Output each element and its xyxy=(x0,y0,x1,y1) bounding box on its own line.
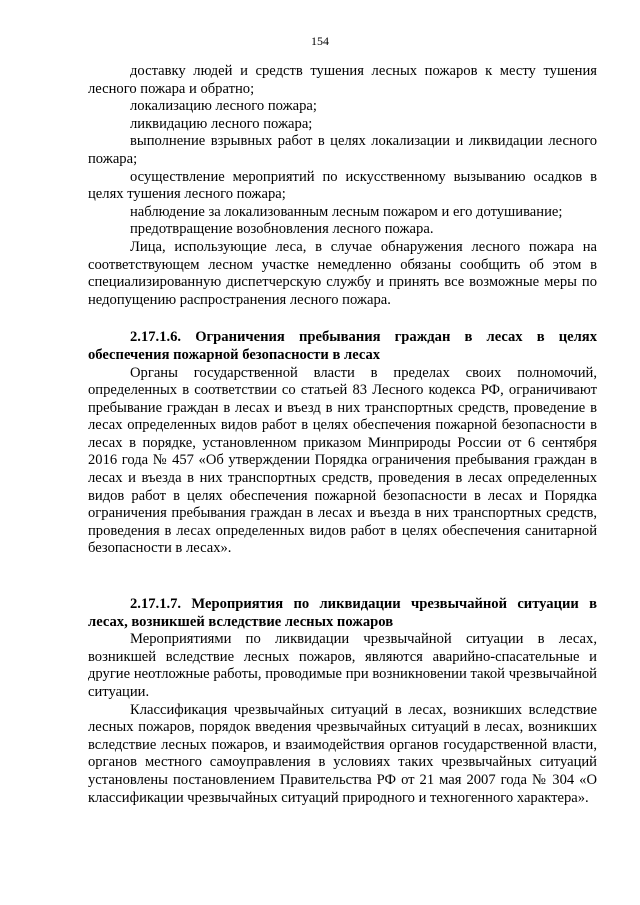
paragraph: ликвидацию лесного пожара; xyxy=(130,115,313,132)
paragraph: предотвращение возобновления лесного пожара. xyxy=(130,221,434,238)
paragraph: Классификация чрезвычайных ситуаций в лесах, возникших вследствие лесных пожаров, порядок введения чрезвычайных ситуаций в лесах, возникших вследствие лесных пожаров, и взаимодействия органов государственной власти, органов местного самоуправления в условиях таких чрезвычайных ситуаций установлены постановлением Правительства РФ от 21 мая 2007 года № 304 «О классификации чрезвычайных ситуаций природного и техногенного характера». xyxy=(88,701,597,806)
section-heading: 2.17.1.7. Мероприятия по ликвидации чрезвычайной ситуации в лесах, возникшей вследствие лесных пожаров xyxy=(88,596,597,630)
document-body xyxy=(88,63,597,807)
paragraph: Органы государственной власти в пределах своих полномочий, определенных в соответствии со статьей 83 Лесного кодекса РФ, ограничивают пребывание граждан в лесах и въезд в них транспортных средств, проведение в лесах определенных видов работ в целях обеспечения пожарной безопасности в лесах в порядке, установленном приказом Минприроды России от 6 сентября 2016 года № 457 «Об утверждении Порядка ограничения пребывания граждан в лесах и въезда в них транспортных средств, проведения в лесах определенных видов работ в целях обеспечения пожарной безопасности в лесах и Порядка ограничения пребывания граждан в лесах и въезда в них транспортных средств, проведения в лесах определенных видов работ в целях обеспечения санитарной безопасности в лесах». xyxy=(88,364,597,557)
paragraph: Мероприятиями по ликвидации чрезвычайной ситуации в лесах, возникшей вследствие лесных пожаров, являются аварийно-спасательные и другие неотложные работы, проводимые при возникновении такой чрезвычайной ситуации. xyxy=(88,631,597,700)
paragraph: наблюдение за локализованным лесным пожаром и его дотушивание; xyxy=(130,203,563,220)
paragraph: осуществление мероприятий по искусственному вызыванию осадков в целях тушения лесного пожара; xyxy=(88,168,597,203)
paragraph: выполнение взрывных работ в целях локализации и ликвидации лесного пожара; xyxy=(88,133,597,167)
page-number: 154 xyxy=(311,34,329,48)
section-heading: 2.17.1.6. Ограничения пребывания граждан в лесах в целях обеспечения пожарной безопасности в лесах xyxy=(88,329,597,363)
paragraph: Лица, использующие леса, в случае обнаружения лесного пожара на соответствующем лесном участке немедленно обязаны сообщить об этом в специализированную диспетчерскую службу и принять все возможные меры по недопущению распространения лесного пожара. xyxy=(88,238,597,308)
spacer xyxy=(88,309,597,329)
spacer xyxy=(88,558,597,596)
paragraph: локализацию лесного пожара; xyxy=(130,98,317,115)
paragraph: доставку людей и средств тушения лесных пожаров к месту тушения лесного пожара и обратно; xyxy=(88,63,597,97)
